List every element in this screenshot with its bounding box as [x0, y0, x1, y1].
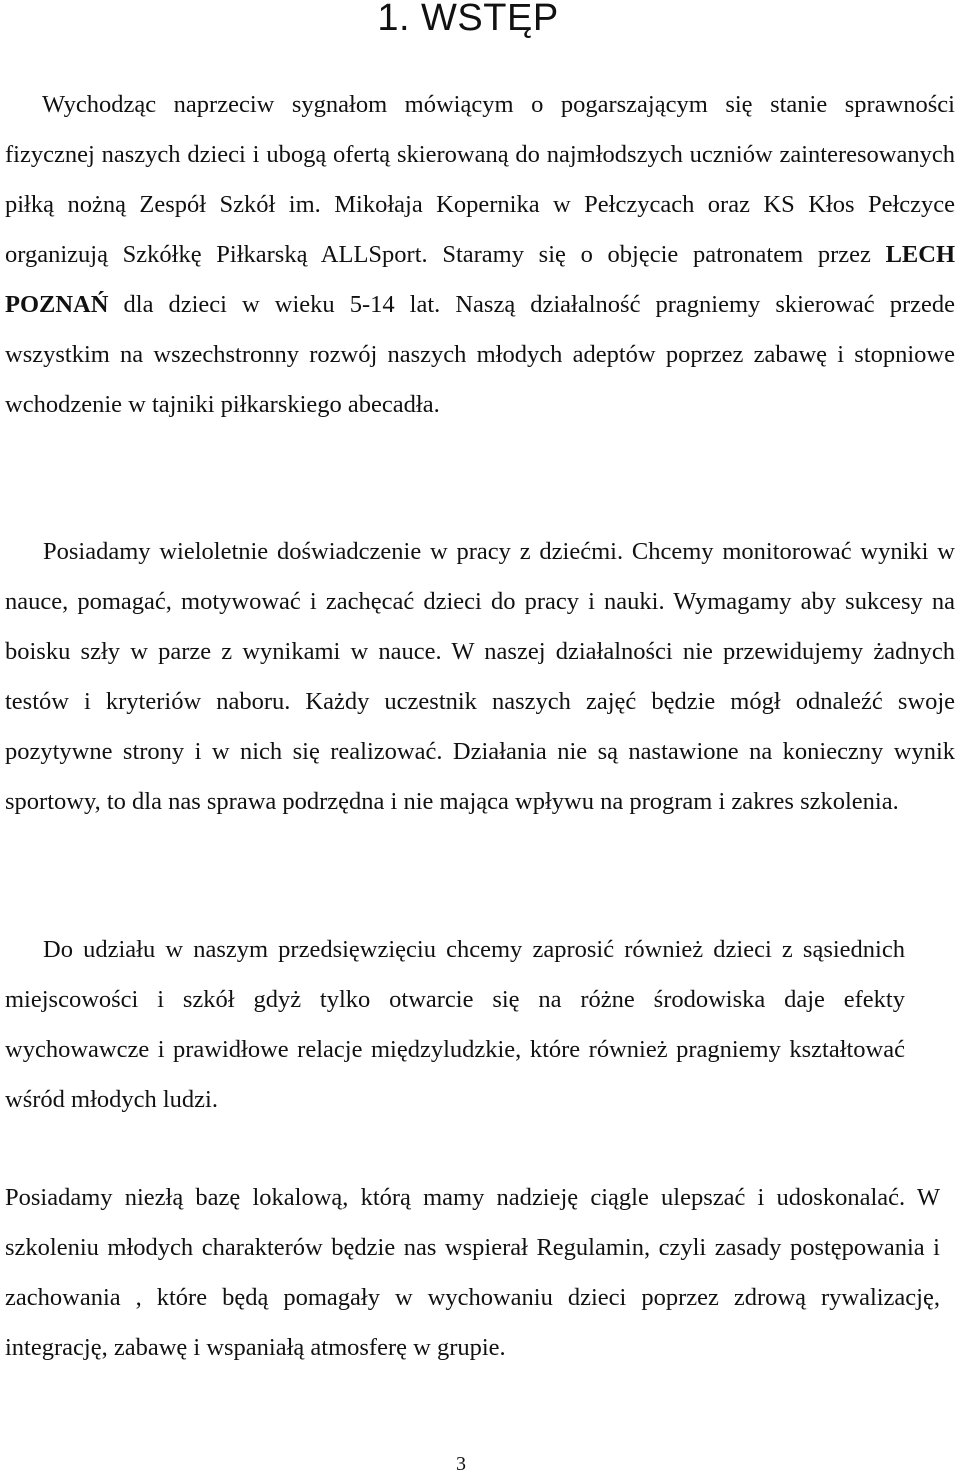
section-heading: 1. WSTĘP [377, 0, 559, 39]
paragraph-text: Posiadamy niezłą bazę lokalową, którą mamy nadzieję ciągle ulepszać i udoskonalać. W szkoleniu młodych charakterów będzie nas wspierał Regulamin, czyli zasady postępowania i zachowania , które będą pomagały w wychowaniu dzieci poprzez zdrową rywalizację, integrację, zabawę i wspaniałą atmosferę w grupie. [5, 1184, 940, 1361]
paragraph-text: Wychodząc naprzeciw sygnałom mówiącym o pogarszającym się stanie sprawności fizycznej naszych dzieci i ubogą ofertą skierowaną do najmłodszych uczniów zainteresowanych piłką nożną Zespół Szkół im. Mikołaja Kopernika w Pełczycach oraz KS Kłos Pełczyce organizują Szkółkę Piłkarską ALLSport. Staramy się o objęcie patronatem przez [5, 91, 955, 268]
paragraph-facilities [5, 1173, 940, 1373]
page-number: 3 [456, 1453, 466, 1475]
paragraph-text: Do udziału w naszym przedsięwzięciu chcemy zaprosić również dzieci z sąsiednich miejscowości i szkół gdyż tylko otwarcie się na różne środowiska daje efekty wychowawcze i prawidłowe relacje międzyludzkie, które również pragniemy kształtować wśród młodych ludzi. [5, 936, 905, 1113]
paragraph-introduction [5, 80, 955, 430]
club-name-bold: LECH POZNAŃ [5, 241, 955, 318]
paragraph-experience [5, 527, 955, 827]
paragraph-text: Posiadamy wieloletnie doświadczenie w pracy z dziećmi. Chcemy monitorować wyniki w nauce, pomagać, motywować i zachęcać dzieci do pracy i nauki. Wymagamy aby sukcesy na boisku szły w parze z wynikami w nauce. W naszej działalności nie przewidujemy żadnych testów i kryteriów naboru. Każdy uczestnik naszych zajęć będzie mógł odnaleźć swoje pozytywne strony i w nich się realizować. Działania nie są nastawione na konieczny wynik sportowy, to dla nas sprawa podrzędna i nie mająca wpływu na program i zakres szkolenia. [5, 538, 955, 815]
paragraph-text: dla dzieci w wieku 5-14 lat. Naszą działalność pragniemy skierować przede wszystkim na wszechstronny rozwój naszych młodych adeptów poprzez zabawę i stopniowe wchodzenie w tajniki piłkarskiego abecadła. [5, 291, 955, 418]
paragraph-invitation [5, 925, 905, 1125]
